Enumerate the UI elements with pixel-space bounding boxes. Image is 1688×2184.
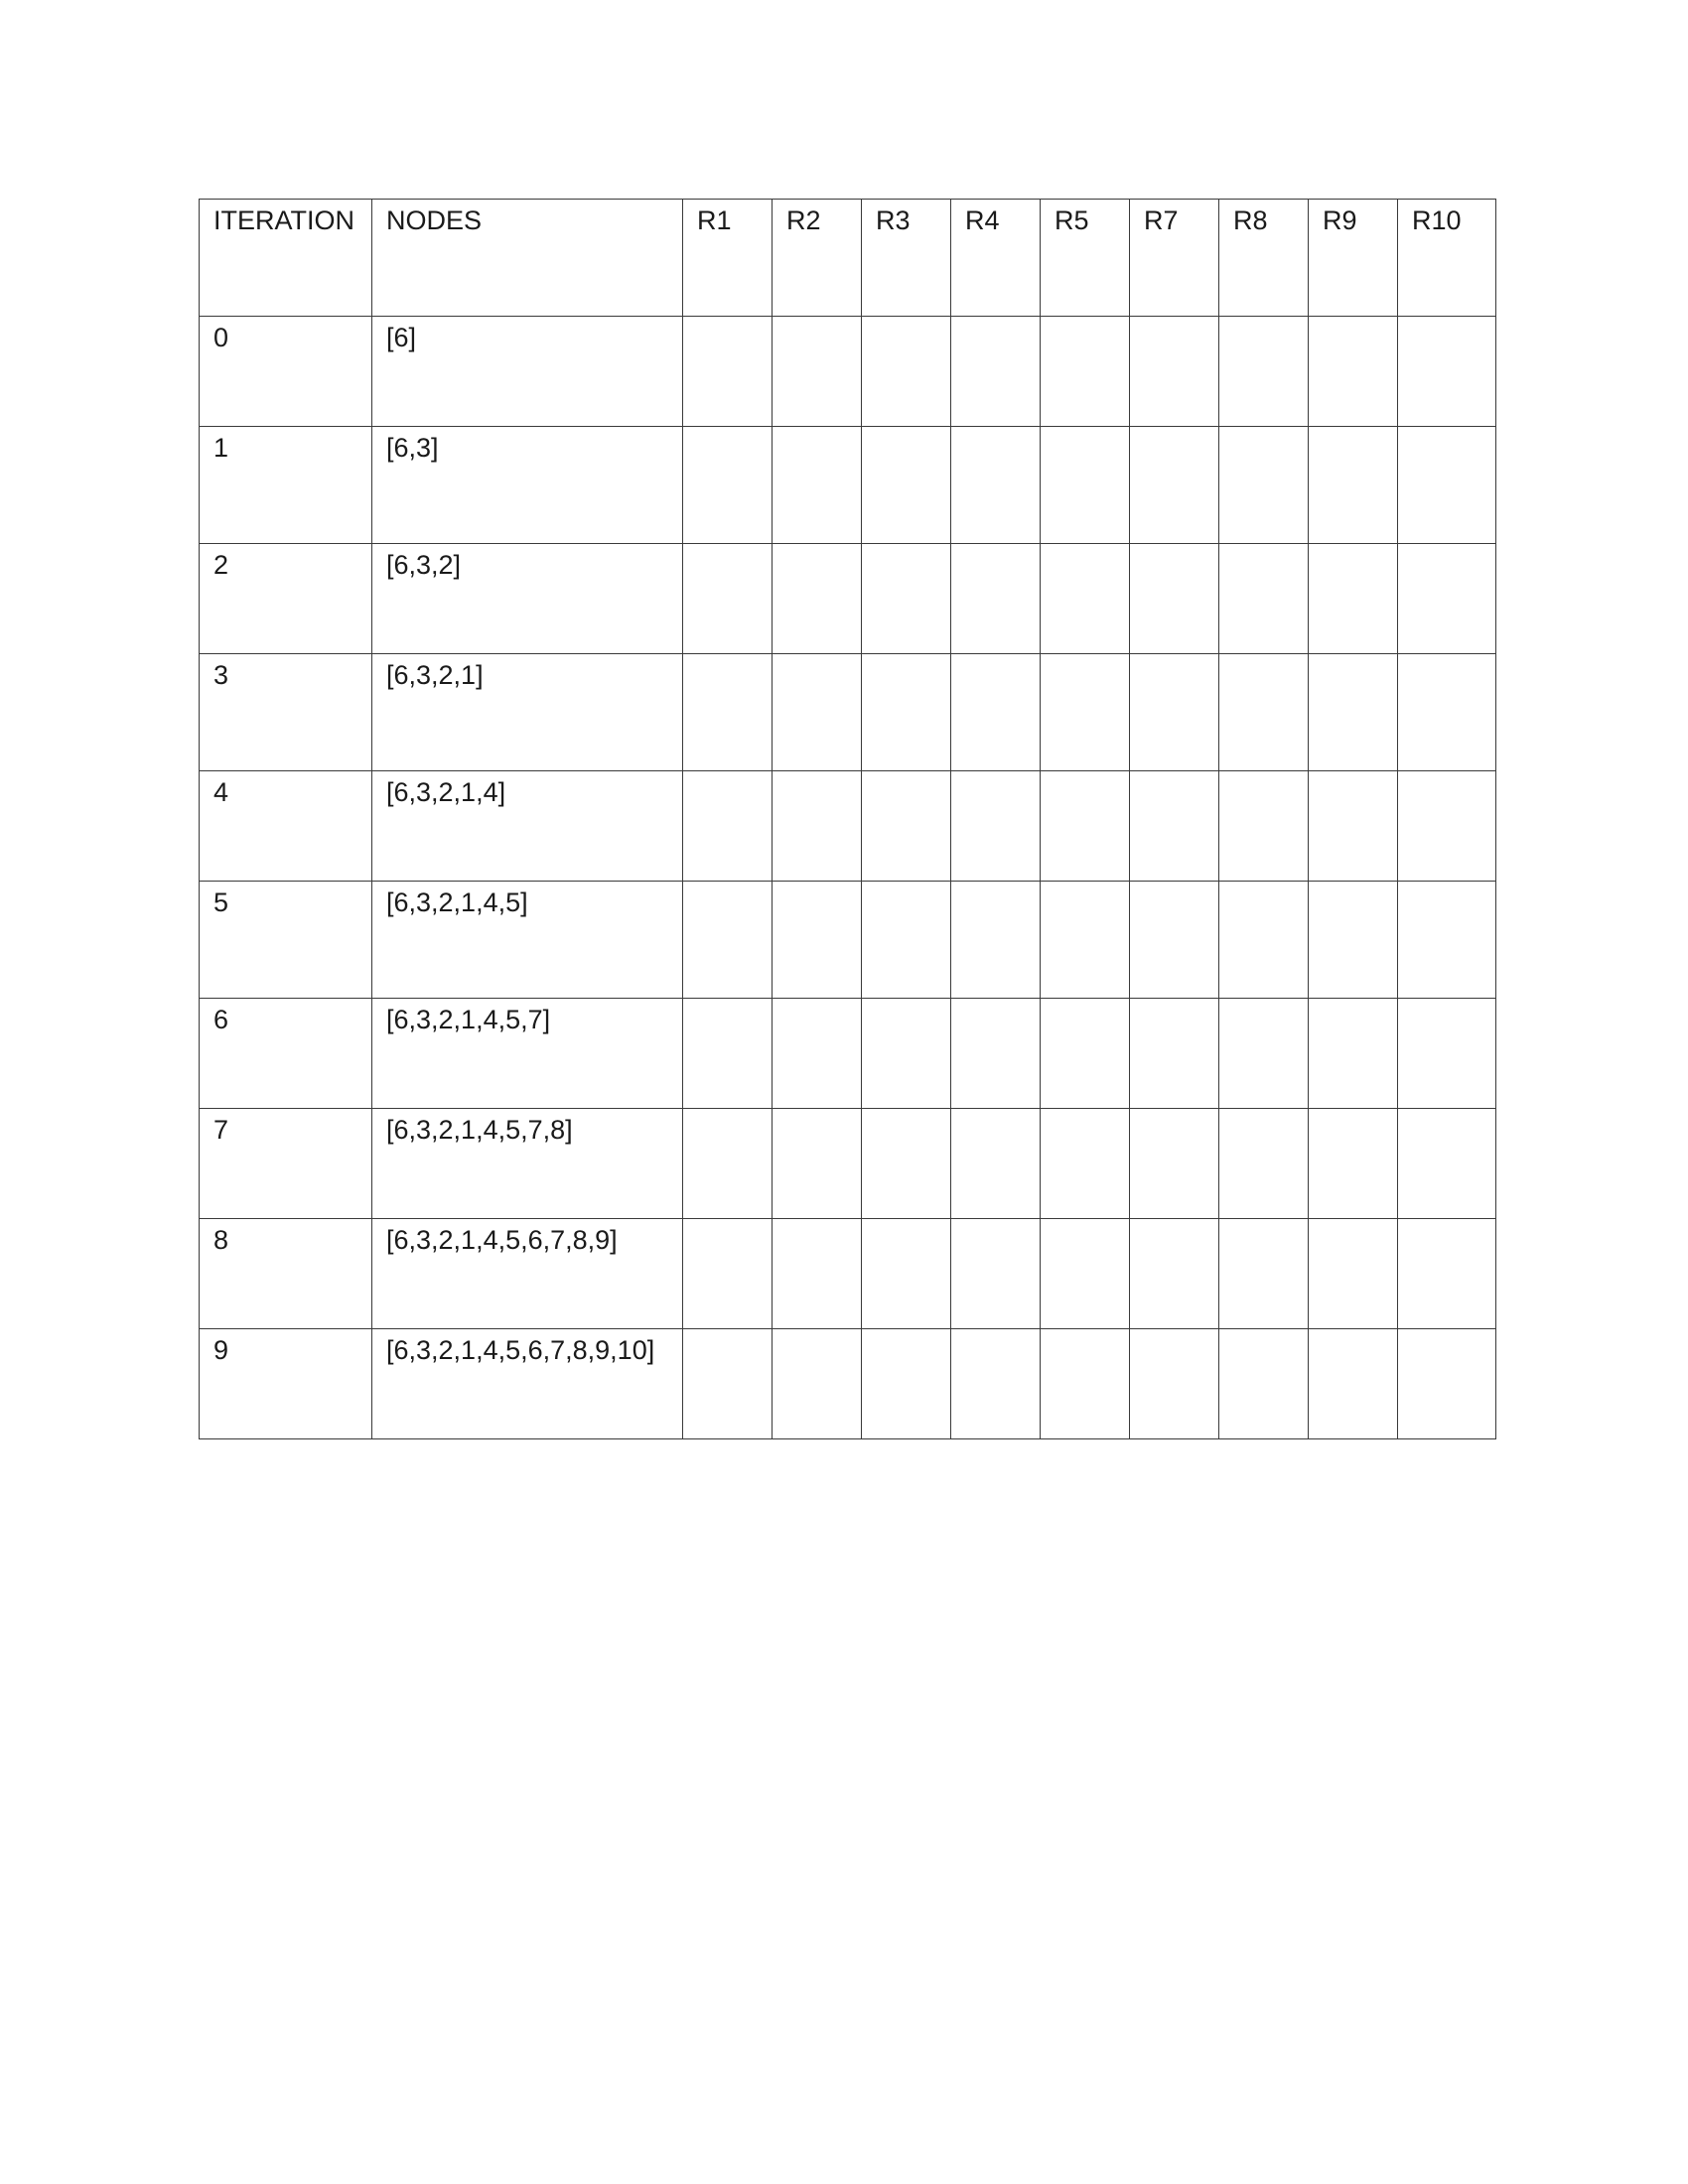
cell-empty — [1309, 654, 1398, 771]
iteration-table — [199, 199, 1496, 1439]
table-row — [200, 654, 1496, 771]
cell-empty — [1398, 882, 1496, 999]
cell-empty — [1309, 544, 1398, 654]
cell-empty — [683, 1219, 773, 1329]
cell-empty — [1219, 1109, 1309, 1219]
cell-empty — [683, 654, 773, 771]
cell-empty — [951, 654, 1041, 771]
header-r1: R1 — [683, 200, 773, 317]
cell-empty — [951, 1219, 1041, 1329]
cell-empty — [1219, 1219, 1309, 1329]
cell-empty — [1219, 427, 1309, 544]
cell-empty — [1041, 882, 1130, 999]
cell-empty — [862, 427, 951, 544]
cell-empty — [683, 771, 773, 882]
cell-iteration: 4 — [200, 771, 372, 882]
cell-empty — [773, 427, 862, 544]
cell-empty — [773, 1219, 862, 1329]
table-row — [200, 882, 1496, 999]
cell-empty — [683, 1109, 773, 1219]
cell-empty — [1041, 654, 1130, 771]
cell-empty — [773, 544, 862, 654]
table-row — [200, 1329, 1496, 1439]
cell-empty — [1309, 1329, 1398, 1439]
cell-empty — [773, 1329, 862, 1439]
cell-empty — [1041, 427, 1130, 544]
cell-empty — [1398, 1109, 1496, 1219]
table-row — [200, 999, 1496, 1109]
header-r4: R4 — [951, 200, 1041, 317]
header-r5: R5 — [1041, 200, 1130, 317]
cell-empty — [1398, 771, 1496, 882]
cell-empty — [1130, 317, 1219, 427]
cell-empty — [951, 1329, 1041, 1439]
cell-empty — [1130, 427, 1219, 544]
cell-empty — [1309, 882, 1398, 999]
cell-empty — [1398, 544, 1496, 654]
cell-empty — [1130, 544, 1219, 654]
cell-iteration: 2 — [200, 544, 372, 654]
cell-empty — [1309, 1219, 1398, 1329]
header-r7: R7 — [1130, 200, 1219, 317]
table-row — [200, 1109, 1496, 1219]
cell-iteration: 5 — [200, 882, 372, 999]
cell-empty — [1398, 317, 1496, 427]
cell-empty — [1130, 771, 1219, 882]
cell-empty — [683, 999, 773, 1109]
cell-empty — [1219, 317, 1309, 427]
cell-nodes: [6,3,2,1] — [372, 654, 683, 771]
cell-empty — [862, 654, 951, 771]
cell-empty — [773, 654, 862, 771]
cell-empty — [1130, 1219, 1219, 1329]
table-row — [200, 1219, 1496, 1329]
cell-nodes: [6] — [372, 317, 683, 427]
header-r3: R3 — [862, 200, 951, 317]
cell-empty — [1041, 1329, 1130, 1439]
cell-empty — [951, 544, 1041, 654]
cell-empty — [862, 1109, 951, 1219]
cell-empty — [1219, 882, 1309, 999]
cell-empty — [1398, 999, 1496, 1109]
cell-empty — [862, 1219, 951, 1329]
cell-empty — [1309, 771, 1398, 882]
table-row — [200, 771, 1496, 882]
header-iteration: ITERATION — [200, 200, 372, 317]
cell-empty — [1219, 999, 1309, 1109]
cell-iteration: 9 — [200, 1329, 372, 1439]
table-row — [200, 317, 1496, 427]
cell-empty — [1041, 1219, 1130, 1329]
cell-iteration: 0 — [200, 317, 372, 427]
cell-empty — [951, 317, 1041, 427]
cell-empty — [862, 1329, 951, 1439]
cell-empty — [1219, 544, 1309, 654]
cell-nodes: [6,3,2] — [372, 544, 683, 654]
cell-empty — [683, 427, 773, 544]
cell-empty — [1041, 1109, 1130, 1219]
cell-empty — [862, 999, 951, 1109]
cell-empty — [1130, 882, 1219, 999]
cell-nodes: [6,3] — [372, 427, 683, 544]
cell-empty — [1219, 1329, 1309, 1439]
header-nodes: NODES — [372, 200, 683, 317]
header-r9: R9 — [1309, 200, 1398, 317]
cell-empty — [1309, 317, 1398, 427]
cell-empty — [1398, 1219, 1496, 1329]
cell-empty — [773, 1109, 862, 1219]
cell-empty — [773, 999, 862, 1109]
cell-empty — [1398, 1329, 1496, 1439]
header-row — [200, 200, 1496, 317]
cell-empty — [683, 882, 773, 999]
cell-empty — [1309, 427, 1398, 544]
cell-empty — [951, 771, 1041, 882]
cell-nodes: [6,3,2,1,4,5,7,8] — [372, 1109, 683, 1219]
cell-empty — [1398, 427, 1496, 544]
cell-empty — [1130, 1329, 1219, 1439]
cell-empty — [683, 317, 773, 427]
header-r10: R10 — [1398, 200, 1496, 317]
cell-empty — [1309, 1109, 1398, 1219]
cell-empty — [862, 771, 951, 882]
table-row — [200, 544, 1496, 654]
cell-empty — [1398, 654, 1496, 771]
cell-empty — [1219, 654, 1309, 771]
cell-iteration: 6 — [200, 999, 372, 1109]
cell-empty — [773, 771, 862, 882]
cell-iteration: 7 — [200, 1109, 372, 1219]
cell-empty — [951, 999, 1041, 1109]
cell-iteration: 3 — [200, 654, 372, 771]
cell-empty — [951, 882, 1041, 999]
cell-empty — [862, 882, 951, 999]
cell-empty — [1219, 771, 1309, 882]
cell-empty — [1130, 999, 1219, 1109]
header-r2: R2 — [773, 200, 862, 317]
cell-empty — [1041, 771, 1130, 882]
cell-empty — [862, 544, 951, 654]
cell-nodes: [6,3,2,1,4,5,6,7,8,9,10] — [372, 1329, 683, 1439]
cell-empty — [862, 317, 951, 427]
cell-empty — [1041, 544, 1130, 654]
cell-iteration: 1 — [200, 427, 372, 544]
cell-empty — [1041, 317, 1130, 427]
cell-nodes: [6,3,2,1,4,5,6,7,8,9] — [372, 1219, 683, 1329]
cell-empty — [1309, 999, 1398, 1109]
cell-empty — [951, 427, 1041, 544]
cell-empty — [1041, 999, 1130, 1109]
cell-nodes: [6,3,2,1,4,5,7] — [372, 999, 683, 1109]
cell-nodes: [6,3,2,1,4,5] — [372, 882, 683, 999]
cell-empty — [773, 317, 862, 427]
cell-empty — [683, 544, 773, 654]
cell-empty — [773, 882, 862, 999]
table-row — [200, 427, 1496, 544]
cell-nodes: [6,3,2,1,4] — [372, 771, 683, 882]
cell-empty — [951, 1109, 1041, 1219]
cell-empty — [683, 1329, 773, 1439]
cell-iteration: 8 — [200, 1219, 372, 1329]
cell-empty — [1130, 1109, 1219, 1219]
cell-empty — [1130, 654, 1219, 771]
header-r8: R8 — [1219, 200, 1309, 317]
